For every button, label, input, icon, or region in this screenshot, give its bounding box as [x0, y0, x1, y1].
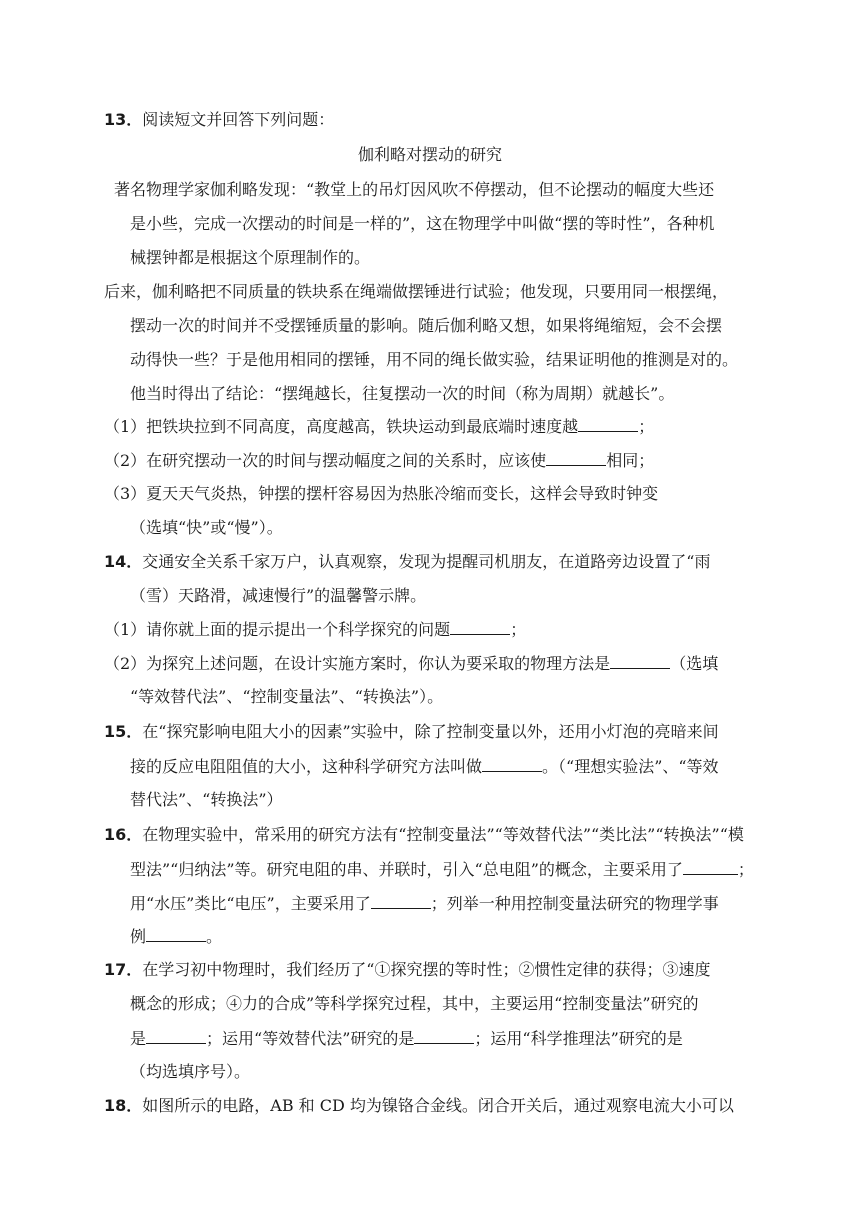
answer-blank[interactable] — [610, 653, 670, 669]
q13-sub1: （1）把铁块拉到不同高度，高度越高，铁块运动到最底端时速度越 ； — [104, 417, 655, 436]
q13-article-title: 伽利略对摆动的研究 — [357, 145, 502, 164]
q13-paragraph2-line1: 后来，伽利略把不同质量的铁块系在绳端做摆锤进行试验；他发现，只要用同一根摆绳， — [104, 282, 729, 301]
q17-line2: 概念的形成；④力的合成”等科学探究过程，其中，主要运用“控制变量法”研究的 — [130, 994, 699, 1013]
q16-line4: 例 。 — [130, 927, 223, 946]
q13-paragraph1-line1: 著名物理学家伽利略发现：“教堂上的吊灯因风吹不停摆动，但不论摆动的幅度大些还 — [114, 180, 715, 199]
q17-line3: 是 ；运用“等效替代法”研究的是 ；运用“科学推理法”研究的是 — [130, 1029, 683, 1048]
q16-number: 16． — [104, 825, 143, 844]
q13-sub2: （2）在研究摆动一次的时间与摆动幅度之间的关系时，应该使 相同； — [104, 451, 655, 470]
answer-blank[interactable] — [546, 450, 606, 466]
q13-paragraph1-line3: 械摆钟都是根据这个原理制作的。 — [130, 248, 371, 267]
q17-line4: （均选填序号）。 — [130, 1062, 251, 1081]
q13-paragraph2-line2: 摆动一次的时间并不受摆锤质量的影响。随后伽利略又想，如果将绳缩短，会不会摆 — [130, 316, 723, 335]
q15-number: 15． — [104, 722, 143, 741]
answer-blank[interactable] — [371, 893, 431, 909]
answer-blank[interactable] — [482, 756, 542, 772]
q15-line2: 接的反应电阻阻值的大小，这种科学研究方法叫做 。（“理想实验法”、“等效 — [130, 757, 719, 776]
answer-blank[interactable] — [578, 416, 638, 432]
q15-line1: 15．在“探究影响电阻大小的因素”实验中，除了控制变量以外，还用小灯泡的亮暗来间 — [104, 722, 719, 741]
q15-line3: 替代法”、“转换法”） — [130, 790, 283, 809]
q16-line2: 型法”“归纳法”等。研究电阻的串、并联时，引入“总电阻”的概念，主要采用了 ； — [130, 860, 754, 879]
q14-sub2-line1: （2）为探究上述问题，在设计实施方案时，你认为要采取的物理方法是 （选填 — [104, 654, 719, 673]
q13-intro: 13．阅读短文并回答下列问题： — [104, 110, 335, 129]
q14-sub1: （1）请你就上面的提示提出一个科学探究的问题 ； — [104, 620, 527, 639]
q14-line1: 14．交通安全关系千家万户，认真观察，发现为提醒司机朋友，在道路旁边设置了“雨 — [104, 552, 711, 571]
answer-blank[interactable] — [683, 859, 738, 875]
answer-blank[interactable] — [450, 619, 510, 635]
q13-paragraph1-line2: 是小些，完成一次摆动的时间是一样的”，这在物理学中叫做“摆的等时性”，各种机 — [130, 214, 715, 233]
q13-number: 13． — [104, 110, 143, 129]
answer-blank[interactable] — [414, 1028, 474, 1044]
q18-line1: 18．如图所示的电路，AB 和 CD 均为镍铬合金线。闭合开关后，通过观察电流大小可以 — [104, 1096, 734, 1115]
answer-blank[interactable] — [146, 926, 206, 942]
q18-number: 18． — [104, 1096, 143, 1115]
q13-paragraph2-line4: 他当时得出了结论：“摆绳越长，往复摆动一次的时间（称为周期）就越长”。 — [130, 384, 675, 403]
q17-number: 17． — [104, 960, 143, 979]
q13-sub3-line2: （选填“快”或“慢”）。 — [130, 518, 283, 537]
q13-paragraph2-line3: 动得快一些？于是他用相同的摆锤，用不同的绳长做实验，结果证明他的推测是对的。 — [130, 350, 739, 369]
q14-line2: （雪）天路滑，减速慢行”的温馨警示牌。 — [130, 586, 427, 605]
q17-line1: 17．在学习初中物理时，我们经历了“①探究摆的等时性；②惯性定律的获得；③速度 — [104, 960, 711, 979]
answer-blank[interactable] — [146, 1028, 206, 1044]
q16-line3: 用“水压”类比“电压”，主要采用了 ；列举一种用控制变量法研究的物理学事 — [130, 894, 719, 913]
q14-number: 14． — [104, 552, 143, 571]
q16-line1: 16．在物理实验中，常采用的研究方法有“控制变量法”“等效替代法”“类比法”“转换法”“模 — [104, 825, 744, 844]
q14-sub2-line2: “等效替代法”、“控制变量法”、“转换法”）。 — [130, 687, 444, 706]
q13-sub3-line1: （3）夏天天气炎热，钟摆的摆杆容易因为热胀冷缩而变长，这样会导致时钟变 — [104, 484, 659, 503]
